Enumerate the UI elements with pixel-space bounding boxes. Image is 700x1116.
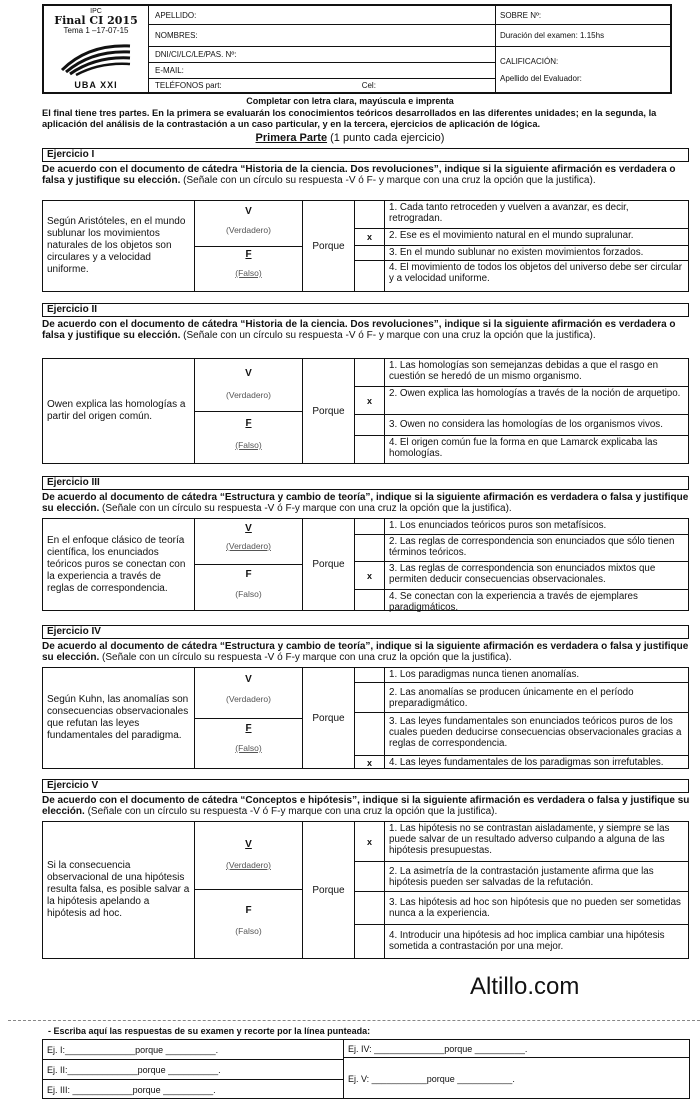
exercise-1-box xyxy=(42,200,689,292)
exercise-3-false-option[interactable]: F (Falso) xyxy=(235,569,262,599)
exercise-1-true-option[interactable]: V (Verdadero) xyxy=(195,201,302,247)
altillo-watermark: Altillo.com xyxy=(470,973,580,1000)
exercise-3-options xyxy=(385,519,688,613)
exercise-1-options xyxy=(385,201,688,291)
exercise-3-option-3: 3. Las reglas de correspondencia son enunciados mixtos que permiten deducir consecuencias observacionales. xyxy=(385,562,688,590)
exercise-2-statement: Owen explica las homologías a partir del origen común. xyxy=(43,359,195,463)
exercise-5-option-3: 3. Las hipótesis ad hoc son hipótesis que no pueden ser sometidas nunca a la experiencia. xyxy=(385,892,688,925)
exercise-3-marks xyxy=(355,519,385,610)
exercise-1-instructions: De acuerdo con el documento de cátedra “Historia de la ciencia. Dos revoluciones”, indique si la siguiente afirmación es verdadera o falsa y justifique su elección. (Señale con un círculo su respuesta -V ó F- y marque con una cruz la opción que la justifica). xyxy=(42,164,676,187)
exercise-2-options xyxy=(385,359,688,463)
exercise-5-option-2: 2. La asimetría de la contrastación justamente afirma que las hipótesis pueden ser salvadas de la refutación. xyxy=(385,862,688,892)
answer-ej1[interactable]: Ej. I:______________porque __________. xyxy=(43,1040,343,1060)
grading-fields xyxy=(496,6,670,92)
exercise-4-mark-4[interactable]: x xyxy=(366,758,372,768)
exam-header xyxy=(42,4,672,94)
exercise-5-option-1: 1. Las hipótesis no se contrastan aisladamente, y siempre se las puede salvar de un resultado adverso culpando a alguna de las hipótesis presupuestas. xyxy=(385,822,688,862)
exercise-5-false-option[interactable]: F (Falso) xyxy=(235,905,262,936)
exercise-2-option-4: 4. El origen común fue la forma en que Lamarck explicaba las homologías. xyxy=(389,437,658,459)
exercise-2-mark-3[interactable] xyxy=(355,415,384,436)
exercise-3-option-4: 4. Se conectan con la experiencia a través de ejemplares paradigmáticos. xyxy=(389,591,638,613)
exercise-5-true-option[interactable]: V (Verdadero) xyxy=(195,822,302,890)
exercise-3-option-1: 1. Los enunciados teóricos puros son metafísicos. xyxy=(385,519,688,535)
phone-field[interactable] xyxy=(149,79,495,92)
exercise-2-option-2: 2. Owen explica las homologías a través de la noción de arquetipo. xyxy=(385,387,688,415)
dni-field[interactable]: DNI/CI/LC/LE/PAS. Nº: xyxy=(149,47,495,63)
exercise-1-mark-1[interactable] xyxy=(355,201,384,229)
exercise-5-marks xyxy=(355,822,385,958)
exercise-5-mark-3[interactable] xyxy=(355,892,384,925)
final-title: Final CI 2015 xyxy=(54,14,138,27)
exercise-2-porque: Porque xyxy=(303,359,355,463)
exercise-3-mark-2[interactable] xyxy=(355,535,384,562)
ipc-label: IPC xyxy=(90,8,102,15)
answer-sheet xyxy=(42,1039,690,1099)
exercise-4-title: Ejercicio IV xyxy=(42,625,689,639)
exercise-4-option-2: 2. Las anomalías se producen únicamente en el período preparadigmático. xyxy=(385,683,688,713)
exercise-3-title: Ejercicio III xyxy=(42,476,689,490)
exercise-4-options xyxy=(385,668,688,768)
answers-instruction: - Escriba aquí las respuestas de su examen y recorte por la línea punteada: xyxy=(48,1026,371,1036)
exercise-2-vf xyxy=(195,359,303,463)
exercise-3-option-2: 2. Las reglas de correspondencia son enunciados que sólo tienen términos teóricos. xyxy=(385,535,688,562)
exercise-5-vf xyxy=(195,822,303,958)
exercise-4-vf xyxy=(195,668,303,768)
exercise-2-mark-1[interactable] xyxy=(355,359,384,387)
answer-column-left xyxy=(43,1040,344,1098)
email-field[interactable]: E-MAIL: xyxy=(149,63,495,79)
exercise-1-mark-4[interactable] xyxy=(355,261,384,293)
exercise-1-mark-2[interactable]: x xyxy=(355,229,384,246)
logo-cell xyxy=(44,6,149,92)
nombres-field[interactable]: NOMBRES: xyxy=(149,25,495,47)
exercise-5-box xyxy=(42,821,689,959)
exercise-4-option-1: 1. Los paradigmas nunca tienen anomalías. xyxy=(385,668,688,683)
exercise-4-porque: Porque xyxy=(303,668,355,768)
exercise-4-mark-1[interactable] xyxy=(355,668,384,683)
exercise-3-box xyxy=(42,518,689,611)
exercise-5-title: Ejercicio V xyxy=(42,779,689,793)
exercise-1-mark-3[interactable] xyxy=(355,246,384,261)
calificacion-field[interactable] xyxy=(496,47,670,92)
exercise-3-statement: En el enfoque clásico de teoría científica, los enunciados teóricos puros se conectan con la experiencia a través de reglas de correspondencia. xyxy=(43,519,195,610)
exercise-2-option-3: 3. Owen no considera las homologías de los organismos vivos. xyxy=(385,415,688,436)
exercise-4-option-3: 3. Las leyes fundamentales son enunciados teóricos puros de los cuales pueden deducirse consecuencias observacionales gracias a reglas de correspondencia. xyxy=(385,713,688,756)
answer-ej2[interactable]: Ej. II:______________porque __________. xyxy=(43,1060,343,1080)
exercise-3-mark-1[interactable] xyxy=(355,519,384,535)
exercise-2-marks xyxy=(355,359,385,463)
exercise-4-instructions: De acuerdo al documento de cátedra “Estructura y cambio de teoría”, indique si la siguiente afirmación es verdadera o falsa y justifique su elección. (Señale con un círculo su respuesta -V ó F-y marque con una cruz la opción que la justifica). xyxy=(42,641,689,664)
exercise-4-false-option[interactable]: F (Falso) xyxy=(235,723,262,753)
exercise-5-mark-1[interactable]: x xyxy=(355,822,384,862)
exercise-2-box xyxy=(42,358,689,464)
exercise-1-option-4: 4. El movimiento de todos los objetos del universo debe ser circular y a velocidad uniforme. xyxy=(389,262,682,284)
exercise-1-false-option[interactable]: F (Falso) xyxy=(235,249,262,278)
exercise-2-true-option[interactable]: V (Verdadero) xyxy=(195,359,302,412)
exercise-3-true-option[interactable]: V (Verdadero) xyxy=(195,519,302,565)
uba-xxi-label: UBA XXI xyxy=(74,80,118,90)
part-points: (1 punto cada ejercicio) xyxy=(327,132,445,144)
exercise-5-porque: Porque xyxy=(303,822,355,958)
exercise-4-true-option[interactable]: V (Verdadero) xyxy=(195,668,302,719)
exercise-4-statement: Según Kuhn, las anomalías son consecuencias observacionales que refutan las leyes fundamentales del paradigma. xyxy=(43,668,195,768)
exercise-1-title: Ejercicio I xyxy=(42,148,689,162)
exercise-4-mark-2[interactable] xyxy=(355,683,384,713)
exercise-1-vf xyxy=(195,201,303,291)
exercise-2-instructions: De acuerdo con el documento de cátedra “Historia de la ciencia. Dos revoluciones”, indique si la siguiente afirmación es verdadera o falsa y justifique su elección. (Señale con un círculo su respuesta -V ó F- y marque con una cruz la opción que la justifica). xyxy=(42,319,676,342)
exercise-4-option-4: 4. Las leyes fundamentales de los paradigmas son irrefutables. xyxy=(389,757,664,768)
exercise-4-marks xyxy=(355,668,385,768)
exercise-5-options xyxy=(385,822,688,958)
exercise-5-mark-2[interactable] xyxy=(355,862,384,892)
exercise-5-mark-4[interactable] xyxy=(355,925,384,960)
answer-ej3[interactable]: Ej. III: ____________porque __________. xyxy=(47,1085,216,1095)
exercise-3-porque: Porque xyxy=(303,519,355,610)
exercise-2-option-1: 1. Las homologías son semejanzas debidas a que el rasgo en cuestión se heredó de un mismo organismo. xyxy=(385,359,688,387)
exercise-2-false-option[interactable]: F (Falso) xyxy=(235,418,262,450)
phone-label: TELÉFONOS part: xyxy=(155,81,222,90)
apellido-field[interactable]: APELLIDO: xyxy=(149,6,495,25)
tema-date: Tema 1 –17-07-15 xyxy=(63,26,129,35)
answer-ej4[interactable]: Ej. IV: ______________porque __________. xyxy=(344,1040,689,1058)
exercise-1-porque: Porque xyxy=(303,201,355,291)
exercise-3-vf xyxy=(195,519,303,610)
exercise-4-box xyxy=(42,667,689,769)
completion-instruction: Completar con letra clara, mayúscula e imprenta xyxy=(246,96,454,106)
exercise-1-option-1: 1. Cada tanto retroceden y vuelven a avanzar, es decir, retrogradan. xyxy=(385,201,688,229)
part-title: Primera Parte xyxy=(255,132,328,144)
exercise-1-option-3: 3. En el mundo sublunar no existen movimientos forzados. xyxy=(385,246,688,261)
evaluador-label: Apellido del Evaluador: xyxy=(500,73,582,83)
exam-intro: El final tiene tres partes. En la primera se evaluarán los conocimientos teóricos desarrollados en las diferentes unidades; en la segunda, la aplicación del análisis de la contrastación a un caso particular, y en la tercera, ejercicios de aplicación de lógica. xyxy=(42,108,657,129)
sobre-field[interactable]: SOBRE Nº: xyxy=(496,6,670,25)
duration-label: Duración del examen: 1.15hs xyxy=(496,25,670,47)
exercise-1-marks xyxy=(355,201,385,291)
exercise-2-title: Ejercicio II xyxy=(42,303,689,317)
exercise-5-statement: Si la consecuencia observacional de una hipótesis resulta falsa, es posible salvar a la hipótesis apelando a hipótesis ad hoc. xyxy=(43,822,195,958)
exercise-1-option-2: 2. Ese es el movimiento natural en el mundo supralunar. xyxy=(385,229,688,246)
exercise-1-statement: Según Aristóteles, en el mundo sublunar los movimientos naturales de los objetos son circulares y a velocidad uniforme. xyxy=(43,201,195,291)
exercise-3-mark-3[interactable]: x xyxy=(355,562,384,590)
exercise-2-mark-4[interactable] xyxy=(355,436,384,465)
answer-ej5[interactable]: Ej. V: ___________porque ___________. xyxy=(348,1074,515,1084)
calificacion-label: CALIFICACIÓN: xyxy=(500,56,559,66)
exercise-3-instructions: De acuerdo al documento de cátedra “Estructura y cambio de teoría”, indique si la siguiente afirmación es verdadera o falsa y justifique su elección. (Señale con un círculo su respuesta -V ó F-y marque con una cruz la opción que la justifica). xyxy=(42,492,689,515)
cel-label: Cel: xyxy=(361,81,376,90)
answer-column-right xyxy=(344,1040,689,1098)
part-heading xyxy=(0,132,700,144)
exercise-2-mark-2[interactable]: x xyxy=(355,387,384,415)
cut-line xyxy=(8,1020,700,1021)
exercise-5-instructions: De acuerdo con el documento de cátedra “Conceptos e hipótesis”, indique si la siguiente afirmación es verdadera o falsa y justifique su elección. (Señale con un círculo su respuesta -V ó F-y marque con una cruz la opción que la justifica). xyxy=(42,795,690,818)
student-fields xyxy=(149,6,496,92)
exercise-5-option-4: 4. Introducir una hipótesis ad hoc implica cambiar una hipótesis sometida a contrastación por una mejor. xyxy=(389,930,665,952)
uba-logo-icon xyxy=(58,40,134,76)
exercise-4-mark-3[interactable] xyxy=(355,713,384,756)
exercise-3-mark-4[interactable] xyxy=(355,590,384,612)
